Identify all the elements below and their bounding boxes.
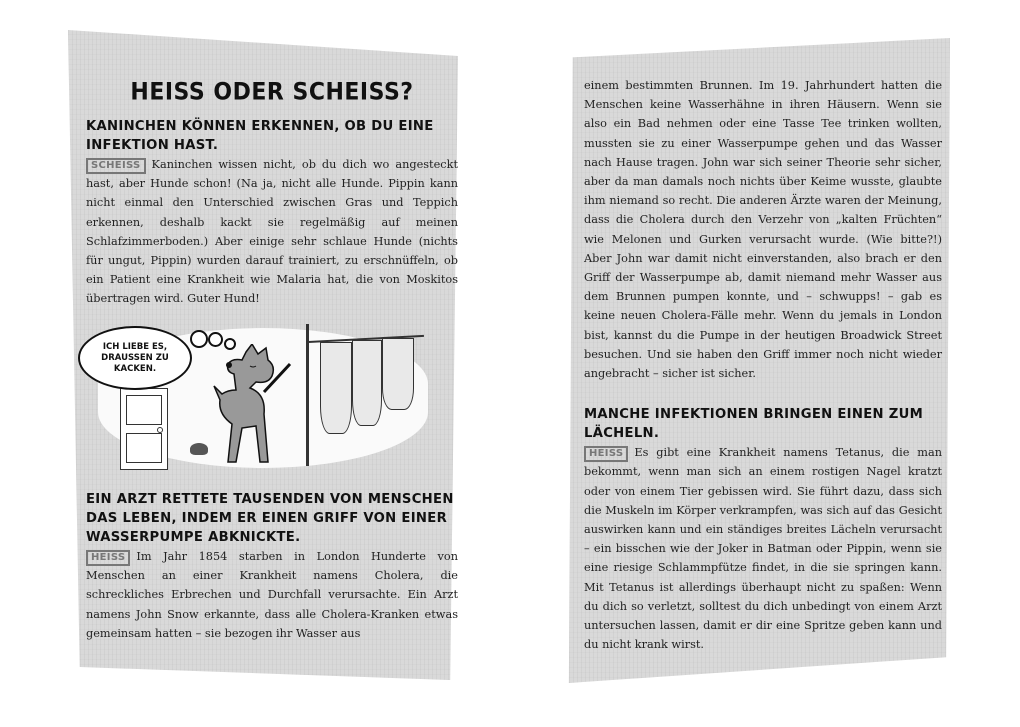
- dog-icon: [206, 344, 296, 469]
- thought-dot: [190, 330, 208, 348]
- door-panel: [126, 395, 162, 425]
- section-body: [86, 547, 458, 643]
- thought-bubble: ICH LIEBE ES, DRAUSSEN ZU KACKEN.: [78, 326, 192, 390]
- clothesline-pole: [306, 324, 309, 466]
- section-body: [584, 443, 942, 654]
- hanging-sheet: [320, 342, 352, 434]
- section-john-snow: [86, 490, 458, 643]
- continued-body-text: einem bestimmten Brunnen. Im 19. Jahrhundert hatten die Menschen keine Wasserhähne in ihren Häusern. Wenn sie also ein Bad nehmen oder eine Tasse Tee trinken wollten, mussten sie zu einer Wasserpumpe gehen und das Wasser nach Hause tragen. John war sich seiner Theorie sehr sicher, aber da man damals noch nichts über Keime wusste, glaubte ihm niemand so recht. Die anderen Ärzte waren der Meinung, dass die Cholera durch den Verzehr von „kalten Früchten“ wie Melonen und Gurken verursacht wurde. (Wie bitte?!) Aber John war damit nicht einverstanden, also brach er den Griff der Wasserpumpe ab, damit niemand mehr Wasser aus dem Brunnen pumpen konnte, und – schwupps! – gab es keine neuen Cholera-Fälle mehr. Wenn du jemals in London bist, kannst du die Pumpe in der heutigen Broadwick Street besuchen. Und sie haben den Griff immer noch nicht wieder angebracht – sicher ist sicher.: [584, 79, 942, 381]
- hanging-sheet: [382, 338, 414, 410]
- section-heading: EIN ARZT RETTETE TAUSENDEN VON MENSCHEN DAS LEBEN, INDEM ER EINEN GRIFF VON EINER WASSERPUMPE ABKNICKTE.: [86, 492, 454, 545]
- section-heading: KANINCHEN KÖNNEN ERKENNEN, OB DU EINE INFEKTION HAST.: [86, 119, 434, 153]
- section-body: [86, 155, 458, 309]
- door-panel: [126, 433, 162, 463]
- verdict-stamp-scheiss: SCHEISS: [86, 158, 146, 174]
- verdict-stamp-heiss: HEISS: [584, 446, 628, 462]
- right-page-content: [584, 76, 942, 668]
- left-page-lower-content: [86, 490, 458, 657]
- thought-dot: [208, 332, 223, 347]
- section-rabbits: [86, 117, 458, 309]
- section-heading: MANCHE INFEKTIONEN BRINGEN EINEN ZUM LÄCHELN.: [584, 407, 924, 442]
- body-text: Es gibt eine Krankheit namens Tetanus, die man bekommt, wenn man sich an einem rostigen Nagel kratzt oder von einem Tier gebissen wird. Sie führt dazu, dass sich die Muskeln im Körper verkrampfen, was sich auf das Gesicht auswirken kann und ein ständiges breites Lächeln verursacht – ein bisschen wie der Joker in Batman oder Pippin, wenn sie eine riesige Schlammpfütze findet, in die sie springen kann. Mit Tetanus ist allerdings überhaupt nicht zu spaßen: Wenn du dich so verletzt, solltest du dich unbedingt von einem Arzt untersuchen lassen, damit er dir eine Spritze geben kann und du nicht krank wirst.: [584, 446, 942, 652]
- section-tetanus: [584, 405, 942, 654]
- left-page-content: [86, 80, 458, 323]
- body-text: Kaninchen wissen nicht, ob du dich wo angesteckt hast, aber Hunde schon! (Na ja, nicht alle Hunde. Pippin kann nicht einmal den Unterschied zwischen Gras und Teppich erkennen, deshalb kackt sie regelmäßig auf meinen Schlafzimmerboden.) Aber einige sehr schlaue Hunde (nichts für ungut, Pippin) wurden darauf trainiert, zu erschnüffeln, ob ein Patient eine Krankheit wie Malaria hat, die von Moskitos übertragen wird. Guter Hund!: [86, 158, 458, 306]
- hanging-sheet: [352, 340, 382, 426]
- page-title: HEISS ODER SCHEISS?: [130, 78, 414, 107]
- body-text: Im Jahr 1854 starben in London Hunderte von Menschen an einer Krankheit namens Cholera, die schreckliches Erbrechen und Durchfall verursachte. Ein Arzt namens John Snow erkannte, dass alle Cholera-Kranken etwas gemeinsam hatten – sie bezogen ihr Wasser aus: [86, 550, 458, 640]
- verdict-stamp-heiss: HEISS: [86, 550, 130, 566]
- door-knob: [157, 427, 163, 433]
- thought-dot: [224, 338, 236, 350]
- door-drawing: [120, 388, 168, 470]
- dog-illustration: [78, 318, 440, 476]
